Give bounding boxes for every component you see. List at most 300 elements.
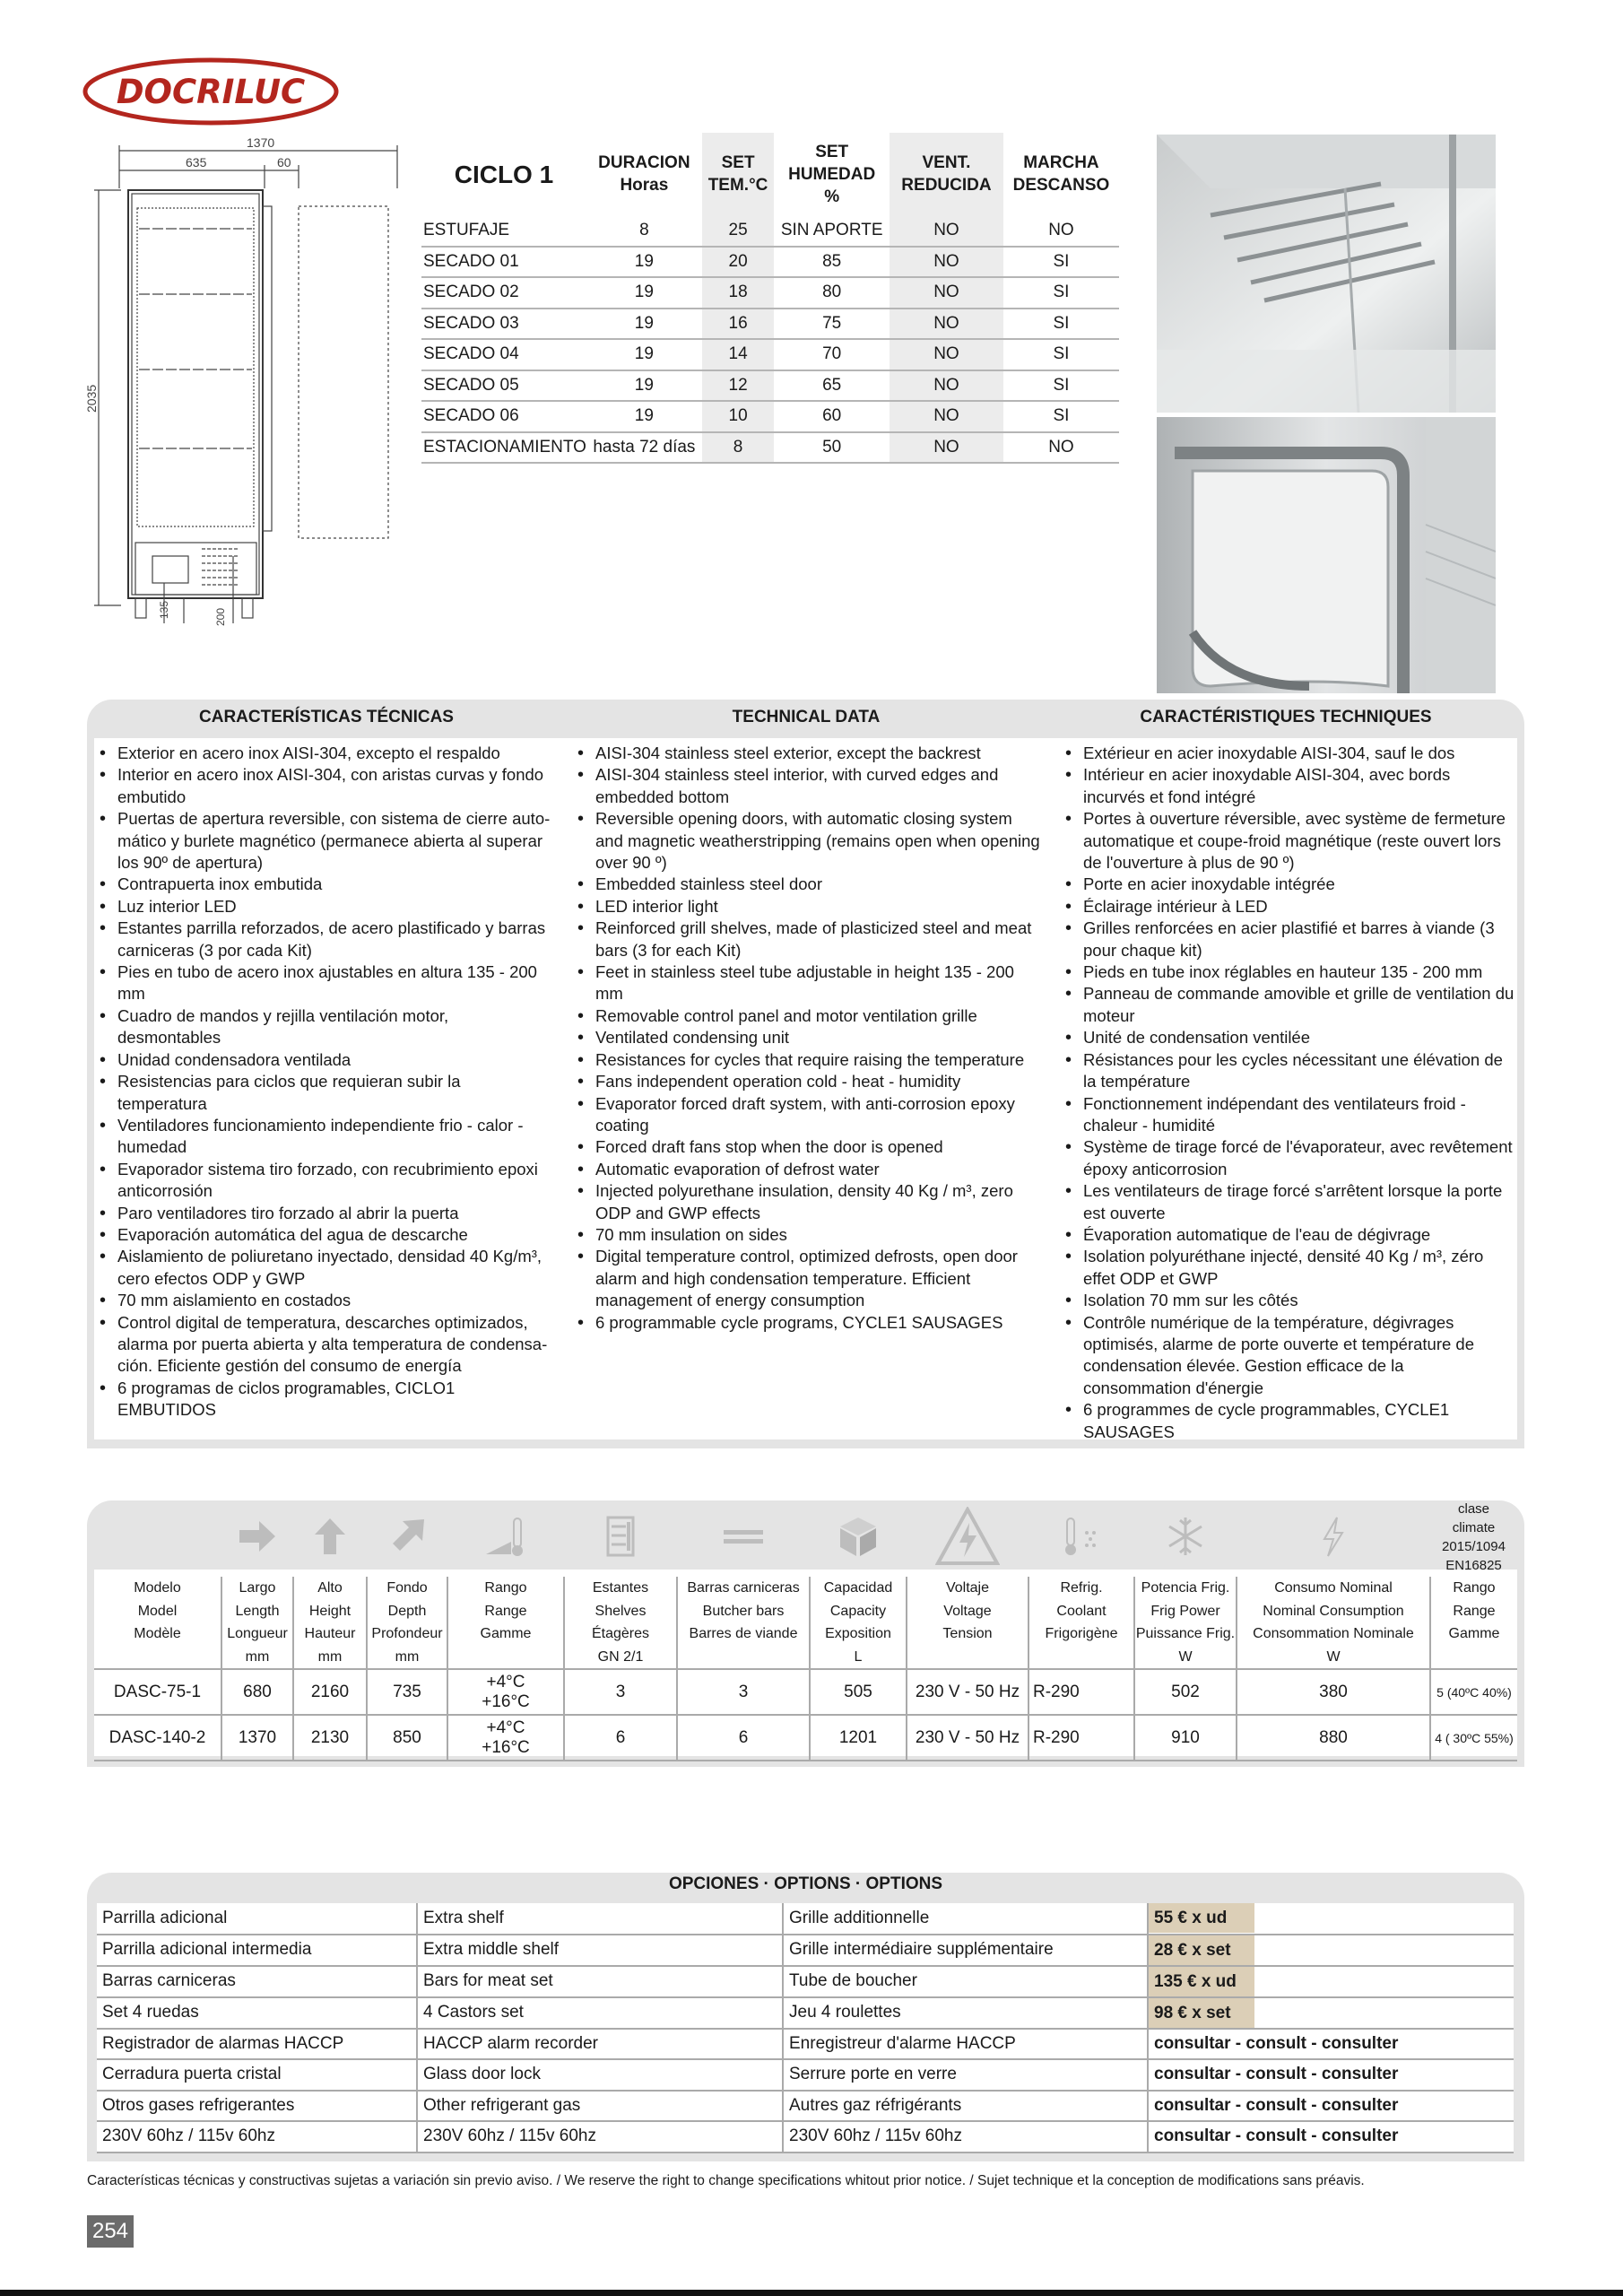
tech-list-item: • Éclairage intérieur à LED xyxy=(1062,896,1515,918)
spec-header-cell xyxy=(677,1577,810,1669)
spec-header-line: Exposition xyxy=(825,1626,891,1641)
price-tag: 98 € x set xyxy=(1149,1998,1254,2028)
thermometer-snow-icon xyxy=(1060,1515,1103,1558)
tech-list-item: • Extérieur en acier inoxydable AISI-304, sauf le dos xyxy=(1062,743,1515,764)
cycle-row xyxy=(421,432,1119,464)
cycle-cell: 19 xyxy=(586,247,702,278)
cycle-cell: SI xyxy=(1003,247,1119,278)
options-cell: Parrilla adicional xyxy=(97,1903,417,1935)
tech-list-item: • 6 programmable cycle programs, CYCLE1 SAUSAGES xyxy=(574,1312,1040,1334)
spec-cell: +4°C +16°C xyxy=(447,1669,564,1715)
tech-title-fr: CARACTÉRISTIQUES TECHNIQUES xyxy=(1140,708,1432,726)
spec-header-cell xyxy=(293,1577,367,1669)
cycle-row xyxy=(421,215,1119,247)
spec-cell: 380 xyxy=(1237,1669,1430,1715)
cycle-cell: NO xyxy=(890,370,1003,402)
spec-header-line: Coolant xyxy=(1056,1603,1107,1619)
dim-foot-min: 135 xyxy=(158,600,170,619)
tech-list-item: • Paro ventiladores tiro forzado al abrir la puerta xyxy=(96,1203,553,1224)
spec-cell: 230 V - 50 Hz xyxy=(907,1715,1028,1761)
spec-cell: DASC-75-1 xyxy=(94,1669,221,1715)
tech-list-item: • Contrôle numérique de la température, dégivrages optimisés, alarme de porte ouverte et température de condensation élevée. Gestion efficace de la consommation d'énergie xyxy=(1062,1312,1515,1400)
voltage-warning-icon xyxy=(935,1507,1000,1566)
cycle-row xyxy=(421,247,1119,278)
spec-cell: 4 ( 30ºC 55%) xyxy=(1430,1715,1517,1761)
options-row xyxy=(97,2029,1514,2060)
cycle-header: SET TEM.°C xyxy=(702,133,775,215)
spec-cell: 5 (40ºC 40%) xyxy=(1430,1669,1517,1715)
spec-cell: 910 xyxy=(1134,1715,1237,1761)
options-cell: Jeu 4 roulettes xyxy=(783,1997,1148,2029)
cycle-header: VENT. REDUCIDA xyxy=(890,133,1003,215)
options-cell: 230V 60hz / 115v 60hz xyxy=(417,2121,783,2152)
cycle-cell: 19 xyxy=(586,401,702,432)
spec-cell: 230 V - 50 Hz xyxy=(907,1669,1028,1715)
spec-cell: 3 xyxy=(677,1669,810,1715)
tech-list-item: • Intérieur en acier inoxydable AISI-304, avec bords incurvés et fond intégré xyxy=(1062,764,1515,808)
options-cell: Grille additionnelle xyxy=(783,1903,1148,1935)
tech-list-item: • Embedded stainless steel door xyxy=(574,874,1040,895)
tech-list-item: • Fans independent operation cold - heat - humidity xyxy=(574,1071,1040,1092)
tech-list-item: • Ventilated condensing unit xyxy=(574,1027,1040,1048)
spec-header-line: Refrig. xyxy=(1060,1580,1103,1596)
options-cell: 230V 60hz / 115v 60hz xyxy=(97,2121,417,2152)
cycle-cell: 85 xyxy=(774,247,890,278)
brand-logo-text: DOCRILUC xyxy=(116,73,306,111)
cycle-cell: SI xyxy=(1003,370,1119,402)
spec-header-line: Height xyxy=(308,1603,352,1619)
tech-list-item: • Cuadro de mandos y rejilla ventilación motor, desmontables xyxy=(96,1005,553,1049)
cycle-cell: 70 xyxy=(774,339,890,370)
tech-list-item: • Evaporador sistema tiro forzado, con recubrimiento epoxi anticorrosión xyxy=(96,1159,553,1203)
options-cell: Parrilla adicional intermedia xyxy=(97,1935,417,1966)
spec-header-line: mm xyxy=(245,1648,270,1665)
options-cell: 4 Castors set xyxy=(417,1997,783,2029)
spec-header-line: Tension xyxy=(942,1626,993,1641)
tech-list-item: • Système de tirage forcé de l'évaporateur, avec revêtement époxy anticorrosion xyxy=(1062,1136,1515,1180)
cycle-cell: 75 xyxy=(774,309,890,340)
tech-list-item: • LED interior light xyxy=(574,896,1040,918)
tech-title-es: CARACTERÍSTICAS TÉCNICAS xyxy=(199,708,454,726)
options-cell: Otros gases refrigerantes xyxy=(97,2091,417,2122)
tech-list-item: • Evaporator forced draft system, with anti-corrosion epoxy coating xyxy=(574,1093,1040,1137)
tech-list-item: • 70 mm insulation on sides xyxy=(574,1224,1040,1246)
spec-cell: 6 xyxy=(564,1715,677,1761)
spec-header-line: Frig Power xyxy=(1150,1603,1220,1619)
bars-icon xyxy=(722,1515,765,1558)
cycle-cell: SECADO 02 xyxy=(421,277,586,309)
options-cell: Enregistreur d'alarme HACCP xyxy=(783,2029,1148,2060)
tech-list-item: • Puertas de apertura reversible, con sistema de cierre automático y burlete magnético (permanece abierta al superar los 90º de apertura) xyxy=(96,808,553,874)
tech-list-item: • Reversible opening doors, with automatic closing system and magnetic weatherstripping (remains open when opening over 90 º) xyxy=(574,808,1040,874)
cycle-cell: NO xyxy=(890,247,1003,278)
cycle-cell: 19 xyxy=(586,309,702,340)
spec-icon-cell xyxy=(367,1500,447,1577)
tech-list-item: • Automatic evaporation of defrost water xyxy=(574,1159,1040,1180)
cycle-cell: 8 xyxy=(586,215,702,247)
tech-list-item: • Ventiladores funcionamiento independiente frio - calor - humedad xyxy=(96,1115,553,1159)
options-row xyxy=(97,2059,1514,2091)
spec-icon-cell xyxy=(1134,1500,1237,1577)
spec-header-line: Gamme xyxy=(480,1626,532,1641)
options-cell: 230V 60hz / 115v 60hz xyxy=(783,2121,1148,2152)
options-cell: Cerradura puerta cristal xyxy=(97,2059,417,2091)
spec-header-line: Rango xyxy=(1453,1580,1496,1596)
spec-cell: 502 xyxy=(1134,1669,1237,1715)
options-row xyxy=(97,1997,1514,2029)
cycle-cell: NO xyxy=(1003,215,1119,247)
cycle-cell: 18 xyxy=(702,277,775,309)
cycle-cell: NO xyxy=(890,401,1003,432)
cycle-row xyxy=(421,277,1119,309)
options-cell: consultar - consult - consulter xyxy=(1148,2059,1514,2091)
cycle-cell: 19 xyxy=(586,277,702,309)
tech-list-item: • Removable control panel and motor ventilation grille xyxy=(574,1005,1040,1027)
options-cell xyxy=(1148,1966,1514,1997)
spec-icon-cell xyxy=(293,1500,367,1577)
tech-list-item: • 6 programmes de cycle programmables, CYCLE1 SAUSAGES xyxy=(1062,1399,1515,1443)
spec-header-line: Longueur xyxy=(227,1626,288,1641)
spec-cell: 850 xyxy=(367,1715,447,1761)
door-gasket-photo xyxy=(1157,417,1496,693)
tech-list-item: • Estantes parrilla reforzados, de acero plastificado y barras carniceras (3 por cada Kit) xyxy=(96,918,553,961)
spec-header-cell xyxy=(810,1577,907,1669)
tech-list-item: • Isolation polyuréthane injecté, densité 40 Kg / m³, zéro effet ODP et GWP xyxy=(1062,1246,1515,1290)
arrow-right-icon xyxy=(236,1515,279,1558)
spec-table xyxy=(94,1500,1517,1761)
spec-header-line: Butcher bars xyxy=(702,1603,785,1619)
spec-header-line: Length xyxy=(235,1603,280,1619)
spec-header-line xyxy=(1431,1646,1517,1669)
options-cell: Bars for meat set xyxy=(417,1966,783,1997)
spec-cell: 3 xyxy=(564,1669,677,1715)
spec-icon-row xyxy=(94,1500,1517,1577)
spec-header-line: Model xyxy=(137,1603,178,1619)
cycle-cell: SECADO 01 xyxy=(421,247,586,278)
spec-cell: 735 xyxy=(367,1669,447,1715)
spec-header-line: Hauteur xyxy=(304,1626,356,1641)
tech-list-item: • Pies en tubo de acero inox ajustables en altura 135 - 200 mm xyxy=(96,961,553,1005)
spec-cell: 2130 xyxy=(293,1715,367,1761)
cycle-title: CICLO 1 xyxy=(454,160,554,188)
spec-header-line xyxy=(94,1646,221,1669)
cycle-row xyxy=(421,401,1119,432)
spec-icon-cell xyxy=(447,1500,564,1577)
cycle-cell: SI xyxy=(1003,309,1119,340)
cycle-cell: SECADO 05 xyxy=(421,370,586,402)
tech-list-item: • Isolation 70 mm sur les côtés xyxy=(1062,1290,1515,1311)
tech-list-item: • Reinforced grill shelves, made of plasticized steel and meat bars (3 for each Kit) xyxy=(574,918,1040,961)
spec-header-line xyxy=(1029,1646,1133,1669)
shelves-icon xyxy=(599,1515,642,1558)
spec-cell: 2160 xyxy=(293,1669,367,1715)
cycle-cell: SECADO 04 xyxy=(421,339,586,370)
dim-total-width: 1370 xyxy=(247,135,275,150)
lightning-icon xyxy=(1312,1515,1355,1558)
arrow-diagonal-icon xyxy=(386,1515,429,1558)
spec-header-line: Barres de viande xyxy=(689,1626,798,1641)
cycle-cell: hasta 72 días xyxy=(586,432,702,464)
options-row xyxy=(97,2121,1514,2152)
spec-icon-cell xyxy=(907,1500,1028,1577)
tech-list-item: • Grilles renforcées en acier plastifié et barres à viande (3 pour chaque kit) xyxy=(1062,918,1515,961)
cycle-header: DURACION Horas xyxy=(598,153,690,195)
options-cell: Tube de boucher xyxy=(783,1966,1148,1997)
spec-header-line: GN 2/1 xyxy=(597,1648,644,1665)
spec-cell: R-290 xyxy=(1028,1669,1134,1715)
spec-header-line xyxy=(907,1646,1028,1669)
spec-icon-cell xyxy=(221,1500,293,1577)
tech-list-item: • Resistances for cycles that require raising the temperature xyxy=(574,1049,1040,1071)
spec-header-line xyxy=(448,1646,563,1669)
tech-list-item: • Unité de condensation ventilée xyxy=(1062,1027,1515,1048)
cycle-cell: SECADO 06 xyxy=(421,401,586,432)
spec-header-line: Frigorigène xyxy=(1045,1626,1118,1641)
options-cell: consultar - consult - consulter xyxy=(1148,2091,1514,2122)
arrow-up-icon xyxy=(308,1515,352,1558)
cycle-cell: SECADO 03 xyxy=(421,309,586,340)
spec-header-line: W xyxy=(1178,1648,1193,1665)
spec-header-line: Modelo xyxy=(134,1580,181,1596)
cycle-cell: NO xyxy=(890,339,1003,370)
cycle-row xyxy=(421,370,1119,402)
options-cell: Autres gaz réfrigérants xyxy=(783,2091,1148,2122)
price-tag: 55 € x ud xyxy=(1149,1903,1254,1933)
options-cell: Registrador de alarmas HACCP xyxy=(97,2029,417,2060)
spec-icon-cell xyxy=(94,1500,221,1577)
tech-list-item: • Aislamiento de poliuretano inyectado, densidad 40 Kg/m³, cero efectos ODP y GWP xyxy=(96,1246,553,1290)
options-cell: Set 4 ruedas xyxy=(97,1997,417,2029)
tech-list-item: • Porte en acier inoxydable intégrée xyxy=(1062,874,1515,895)
cycle-cell: NO xyxy=(890,277,1003,309)
tech-title-en: TECHNICAL DATA xyxy=(732,708,881,726)
spec-header-line: Range xyxy=(1453,1603,1496,1619)
options-cell: Extra shelf xyxy=(417,1903,783,1935)
spec-header-line: Consumo Nominal xyxy=(1274,1580,1393,1596)
spec-header-line: L xyxy=(854,1648,863,1665)
cycle-cell: NO xyxy=(890,432,1003,464)
cycle-table xyxy=(421,133,1119,464)
spec-header-line: W xyxy=(1326,1648,1341,1665)
options-cell: Extra middle shelf xyxy=(417,1935,783,1966)
spec-cell: 680 xyxy=(221,1669,293,1715)
cycle-cell: 20 xyxy=(702,247,775,278)
spec-header-line: Voltage xyxy=(943,1603,992,1619)
options-cell: consultar - consult - consulter xyxy=(1148,2029,1514,2060)
spec-header-line: Alto xyxy=(317,1580,343,1596)
spec-header-line: Depth xyxy=(387,1603,427,1619)
options-cell: HACCP alarm recorder xyxy=(417,2029,783,2060)
spec-header-cell xyxy=(221,1577,293,1669)
spec-header-line: Étagères xyxy=(591,1626,650,1641)
spec-header-line: mm xyxy=(395,1648,420,1665)
tech-list-item: • Luz interior LED xyxy=(96,896,553,918)
cycle-cell: NO xyxy=(890,309,1003,340)
cycle-cell: SI xyxy=(1003,339,1119,370)
tech-list-en xyxy=(574,743,1040,1334)
cycle-cell: 65 xyxy=(774,370,890,402)
spec-cell: 1201 xyxy=(810,1715,907,1761)
tech-list-item: • Fonctionnement indépendant des ventilateurs froid - chaleur - humidité xyxy=(1062,1093,1515,1137)
spec-cell: DASC-140-2 xyxy=(94,1715,221,1761)
options-cell: Serrure porte en verre xyxy=(783,2059,1148,2091)
climate-class-note: clase climate 2015/1094 EN16825 xyxy=(1442,1501,1506,1573)
spec-icon-cell xyxy=(1237,1500,1430,1577)
options-title: OPCIONES · OPTIONS · OPTIONS xyxy=(668,1874,943,1893)
spec-header-line: Rango xyxy=(484,1580,527,1596)
spec-cell: 6 xyxy=(677,1715,810,1761)
footnote: Características técnicas y constructivas sujetas a variación sin previo aviso. / We reserve the right to change specifications whitout prior notice. / Sujet technique et la conception de modifications sans préavis. xyxy=(87,2173,1365,2188)
price-tag: 135 € x ud xyxy=(1149,1967,1254,1996)
spec-header-row xyxy=(94,1577,1517,1669)
tech-list-item: • Exterior en acero inox AISI-304, excepto el respaldo xyxy=(96,743,553,764)
spec-header-cell xyxy=(1237,1577,1430,1669)
spec-header-line: Capacity xyxy=(829,1603,887,1619)
cube-icon xyxy=(837,1515,880,1558)
tech-list-item: • Résistances pour les cycles nécessitant une élévation de la température xyxy=(1062,1049,1515,1093)
tech-list-item: • Panneau de commande amovible et grille de ventilation du moteur xyxy=(1062,983,1515,1027)
dim-foot-max: 200 xyxy=(214,607,227,626)
spec-header-cell xyxy=(1430,1577,1517,1669)
spec-header-line: Capacidad xyxy=(823,1580,893,1596)
tech-list-item: • Digital temperature control, optimized defrosts, open door alarm and high condensation temperature. Efficient management of energy consumption xyxy=(574,1246,1040,1311)
spec-icon-cell xyxy=(677,1500,810,1577)
dim-height: 2035 xyxy=(85,384,99,413)
tech-list-item: • Injected polyurethane insulation, density 40 Kg / m³, zero ODP and GWP effects xyxy=(574,1180,1040,1224)
spec-header-cell xyxy=(564,1577,677,1669)
cycle-cell: SI xyxy=(1003,401,1119,432)
cycle-cell: 25 xyxy=(702,215,775,247)
spec-header-cell xyxy=(367,1577,447,1669)
tech-list-item: • Portes à ouverture réversible, avec système de fermeture automatique et coupe-froid magnétique (reste ouvert lors de l'ouverture à plus de 90 º) xyxy=(1062,808,1515,874)
spec-cell: 505 xyxy=(810,1669,907,1715)
spec-header-line: Gamme xyxy=(1448,1626,1500,1641)
spec-header-line: mm xyxy=(317,1648,343,1665)
cycle-cell: NO xyxy=(890,215,1003,247)
options-cell: Other refrigerant gas xyxy=(417,2091,783,2122)
tech-list-item: • Contrapuerta inox embutida xyxy=(96,874,553,895)
spec-row xyxy=(94,1669,1517,1715)
dim-depth: 635 xyxy=(186,155,207,170)
options-cell xyxy=(1148,1935,1514,1966)
cycle-cell: 19 xyxy=(586,339,702,370)
tech-list-item: • Unidad condensadora ventilada xyxy=(96,1049,553,1071)
spec-header-line: Estantes xyxy=(592,1580,649,1596)
options-cell: Grille intermédiaire supplémentaire xyxy=(783,1935,1148,1966)
cycle-cell: ESTUFAJE xyxy=(421,215,586,247)
tech-list-item: • AISI-304 stainless steel interior, with curved edges and embedded bottom xyxy=(574,764,1040,808)
options-row xyxy=(97,1966,1514,1997)
spec-header-line: Shelves xyxy=(595,1603,647,1619)
bottom-rule xyxy=(0,2290,1623,2296)
spec-cell: 880 xyxy=(1237,1715,1430,1761)
interior-photo xyxy=(1157,135,1496,413)
dim-door: 60 xyxy=(277,155,291,170)
tech-list-item: • Evaporación automática del agua de descarche xyxy=(96,1224,553,1246)
spec-header-line: Largo xyxy=(239,1580,276,1596)
cycle-cell: 19 xyxy=(586,370,702,402)
spec-row xyxy=(94,1715,1517,1761)
tech-list-item: • Interior en acero inox AISI-304, con aristas curvas y fondo embutido xyxy=(96,764,553,808)
cycle-cell: SI xyxy=(1003,277,1119,309)
spec-header-line: Fondo xyxy=(386,1580,428,1596)
spec-cell: 1370 xyxy=(221,1715,293,1761)
cycle-cell: 50 xyxy=(774,432,890,464)
tech-list-item: • Forced draft fans stop when the door is opened xyxy=(574,1136,1040,1158)
spec-icon-cell xyxy=(564,1500,677,1577)
cycle-cell: 60 xyxy=(774,401,890,432)
options-table xyxy=(97,1903,1514,2153)
tech-list-item: • 6 programas de ciclos programables, CICLO1 EMBUTIDOS xyxy=(96,1378,553,1422)
technical-drawing xyxy=(85,135,408,637)
tech-list-es xyxy=(96,743,553,1422)
spec-header-line: Profondeur xyxy=(371,1626,443,1641)
spec-header-cell xyxy=(94,1577,221,1669)
snowflake-icon xyxy=(1164,1515,1207,1558)
spec-header-cell xyxy=(1028,1577,1134,1669)
options-row xyxy=(97,1935,1514,1966)
tech-list-item: • Control digital de temperatura, descarches optimizados, alarma por puerta abierta y alta temperatura de condensación. Eficiente gestión del consumo de energía xyxy=(96,1312,553,1378)
cycle-cell: 12 xyxy=(702,370,775,402)
spec-header-line: Nominal Consumption xyxy=(1263,1603,1404,1619)
spec-header-line: Voltaje xyxy=(945,1580,990,1596)
page-number: 254 xyxy=(87,2215,134,2248)
options-cell xyxy=(1148,1997,1514,2029)
cycle-cell: 80 xyxy=(774,277,890,309)
tech-list-item: • Feet in stainless steel tube adjustable in height 135 - 200 mm xyxy=(574,961,1040,1005)
thermometer-ramp-icon xyxy=(484,1515,527,1558)
options-row xyxy=(97,2091,1514,2122)
cycle-row xyxy=(421,309,1119,340)
tech-list-item: • Évaporation automatique de l'eau de dégivrage xyxy=(1062,1224,1515,1246)
options-cell: consultar - consult - consulter xyxy=(1148,2121,1514,2152)
spec-header-cell xyxy=(1134,1577,1237,1669)
cycle-cell: 8 xyxy=(702,432,775,464)
cycle-header: SET HUMEDAD % xyxy=(788,142,876,206)
spec-cell: R-290 xyxy=(1028,1715,1134,1761)
spec-cell: +4°C +16°C xyxy=(447,1715,564,1761)
spec-header-line: Potencia Frig. xyxy=(1141,1580,1230,1596)
options-cell: Glass door lock xyxy=(417,2059,783,2091)
spec-header-line: Range xyxy=(484,1603,527,1619)
spec-header-cell xyxy=(447,1577,564,1669)
options-cell: Barras carniceras xyxy=(97,1966,417,1997)
spec-icon-cell xyxy=(1028,1500,1134,1577)
cycle-cell: ESTACIONAMIENTO xyxy=(421,432,586,464)
tech-list-item: • AISI-304 stainless steel exterior, except the backrest xyxy=(574,743,1040,764)
cycle-cell: 14 xyxy=(702,339,775,370)
options-cell xyxy=(1148,1903,1514,1935)
brand-logo xyxy=(82,57,339,126)
spec-header-line: Barras carniceras xyxy=(687,1580,800,1596)
cycle-cell: SIN APORTE xyxy=(774,215,890,247)
cycle-row xyxy=(421,339,1119,370)
cycle-cell: 16 xyxy=(702,309,775,340)
cycle-cell: 10 xyxy=(702,401,775,432)
spec-icon-cell xyxy=(810,1500,907,1577)
spec-header-line: Modèle xyxy=(134,1626,181,1641)
tech-list-fr xyxy=(1062,743,1515,1443)
cycle-header-row xyxy=(421,133,1119,215)
spec-header-line: Consommation Nominale xyxy=(1253,1626,1414,1641)
cycle-cell: NO xyxy=(1003,432,1119,464)
spec-header-cell xyxy=(907,1577,1028,1669)
tech-list-item: • 70 mm aislamiento en costados xyxy=(96,1290,553,1311)
tech-list-item: • Resistencias para ciclos que requieran subir la temperatura xyxy=(96,1071,553,1115)
spec-header-line xyxy=(678,1646,809,1669)
tech-list-item: • Les ventilateurs de tirage forcé s'arrêtent lorsque la porte est ouverte xyxy=(1062,1180,1515,1224)
tech-list-item: • Pieds en tube inox réglables en hauteur 135 - 200 mm xyxy=(1062,961,1515,983)
